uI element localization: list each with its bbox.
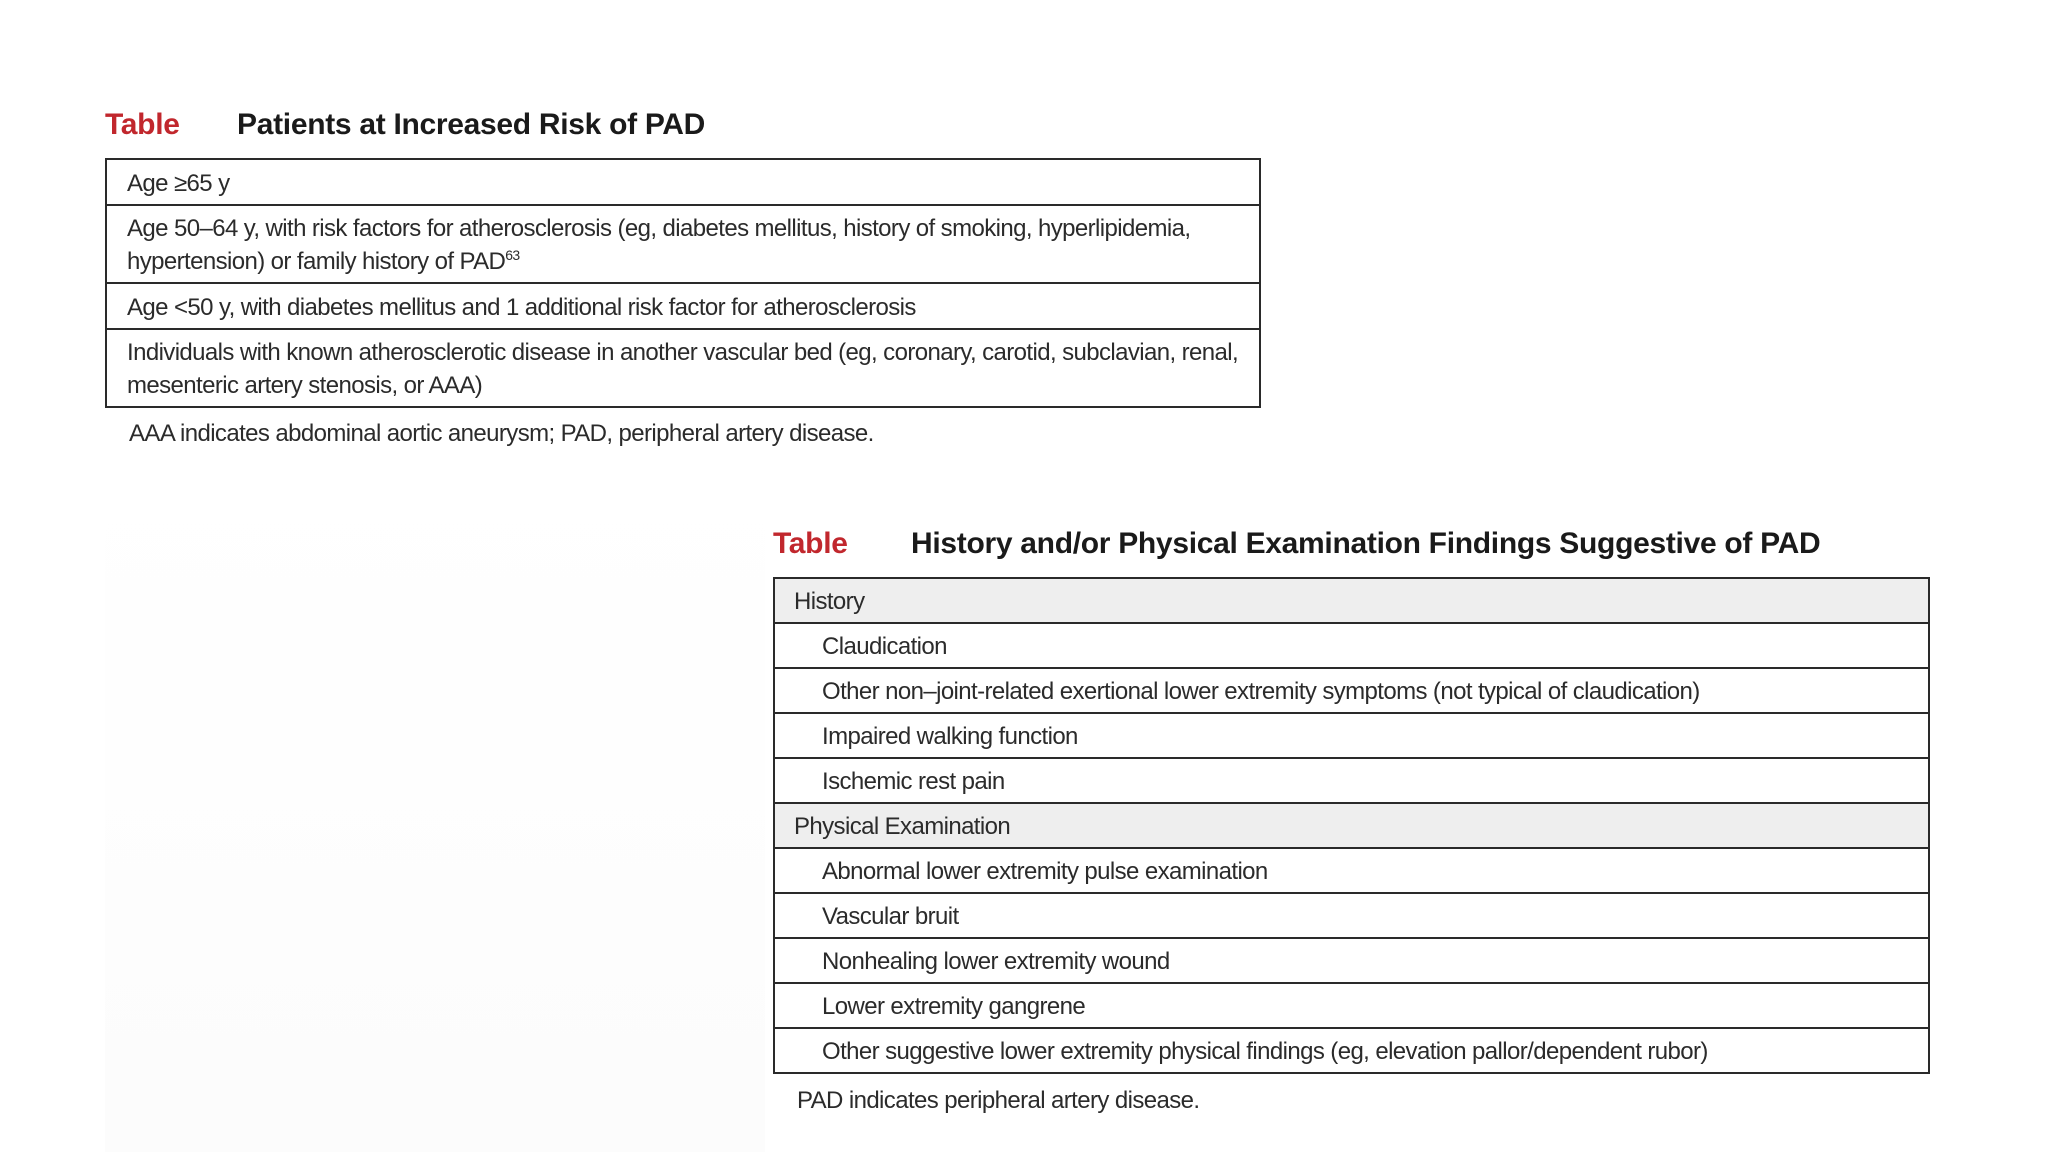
findings-table-footnote: PAD indicates peripheral artery disease. bbox=[797, 1087, 1200, 1114]
table-row bbox=[106, 205, 1260, 283]
section-row-history bbox=[774, 578, 1929, 623]
risk-table bbox=[105, 158, 1261, 408]
finding-item: Other suggestive lower extremity physical findings (eg, elevation pallor/dependent rubor) bbox=[774, 1028, 1929, 1073]
finding-item: Impaired walking function bbox=[774, 713, 1929, 758]
risk-table-footnote: AAA indicates abdominal aortic aneurysm; PAD, peripheral artery disease. bbox=[129, 420, 874, 447]
findings-table-label: Table bbox=[773, 527, 848, 560]
risk-row-age-50-64 bbox=[106, 205, 1260, 283]
table-row bbox=[774, 938, 1929, 983]
table-row bbox=[774, 713, 1929, 758]
table-row bbox=[774, 848, 1929, 893]
risk-table-title: Patients at Increased Risk of PAD bbox=[237, 108, 706, 141]
risk-table-caption bbox=[105, 108, 1261, 158]
table-row bbox=[106, 159, 1260, 205]
finding-item: Vascular bruit bbox=[774, 893, 1929, 938]
finding-item: Abnormal lower extremity pulse examination bbox=[774, 848, 1929, 893]
risk-table-block bbox=[105, 108, 1261, 448]
section-heading: History bbox=[774, 578, 1929, 623]
findings-table-block bbox=[773, 527, 1930, 1115]
reference-superscript: 63 bbox=[505, 247, 520, 263]
table-row bbox=[774, 668, 1929, 713]
finding-item: Ischemic rest pain bbox=[774, 758, 1929, 803]
findings-table bbox=[773, 577, 1930, 1074]
risk-row-age-65: Age ≥65 y bbox=[106, 159, 1260, 205]
table-row bbox=[774, 893, 1929, 938]
background-shade bbox=[105, 465, 765, 1152]
section-heading: Physical Examination bbox=[774, 803, 1929, 848]
findings-table-title: History and/or Physical Examination Findings Suggestive of PAD bbox=[911, 527, 1821, 560]
table-row bbox=[106, 283, 1260, 329]
risk-row-age-50-64-text: Age 50–64 y, with risk factors for atherosclerosis (eg, diabetes mellitus, history of smoking, hyperlipidemia, hypertension) or family history of PAD bbox=[127, 215, 1191, 275]
finding-item: Claudication bbox=[774, 623, 1929, 668]
findings-table-caption bbox=[773, 527, 1930, 577]
table-row bbox=[774, 983, 1929, 1028]
risk-row-known-disease: Individuals with known atherosclerotic disease in another vascular bed (eg, coronary, carotid, subclavian, renal, mesenteric artery stenosis, or AAA) bbox=[106, 329, 1260, 407]
risk-table-label: Table bbox=[105, 108, 180, 141]
risk-row-age-under-50: Age <50 y, with diabetes mellitus and 1 additional risk factor for atherosclerosis bbox=[106, 283, 1260, 329]
finding-item: Nonhealing lower extremity wound bbox=[774, 938, 1929, 983]
table-row bbox=[774, 623, 1929, 668]
table-row bbox=[774, 1028, 1929, 1073]
section-row-physical-examination bbox=[774, 803, 1929, 848]
finding-item: Lower extremity gangrene bbox=[774, 983, 1929, 1028]
finding-item: Other non–joint-related exertional lower extremity symptoms (not typical of claudication) bbox=[774, 668, 1929, 713]
table-row bbox=[774, 758, 1929, 803]
table-row bbox=[106, 329, 1260, 407]
